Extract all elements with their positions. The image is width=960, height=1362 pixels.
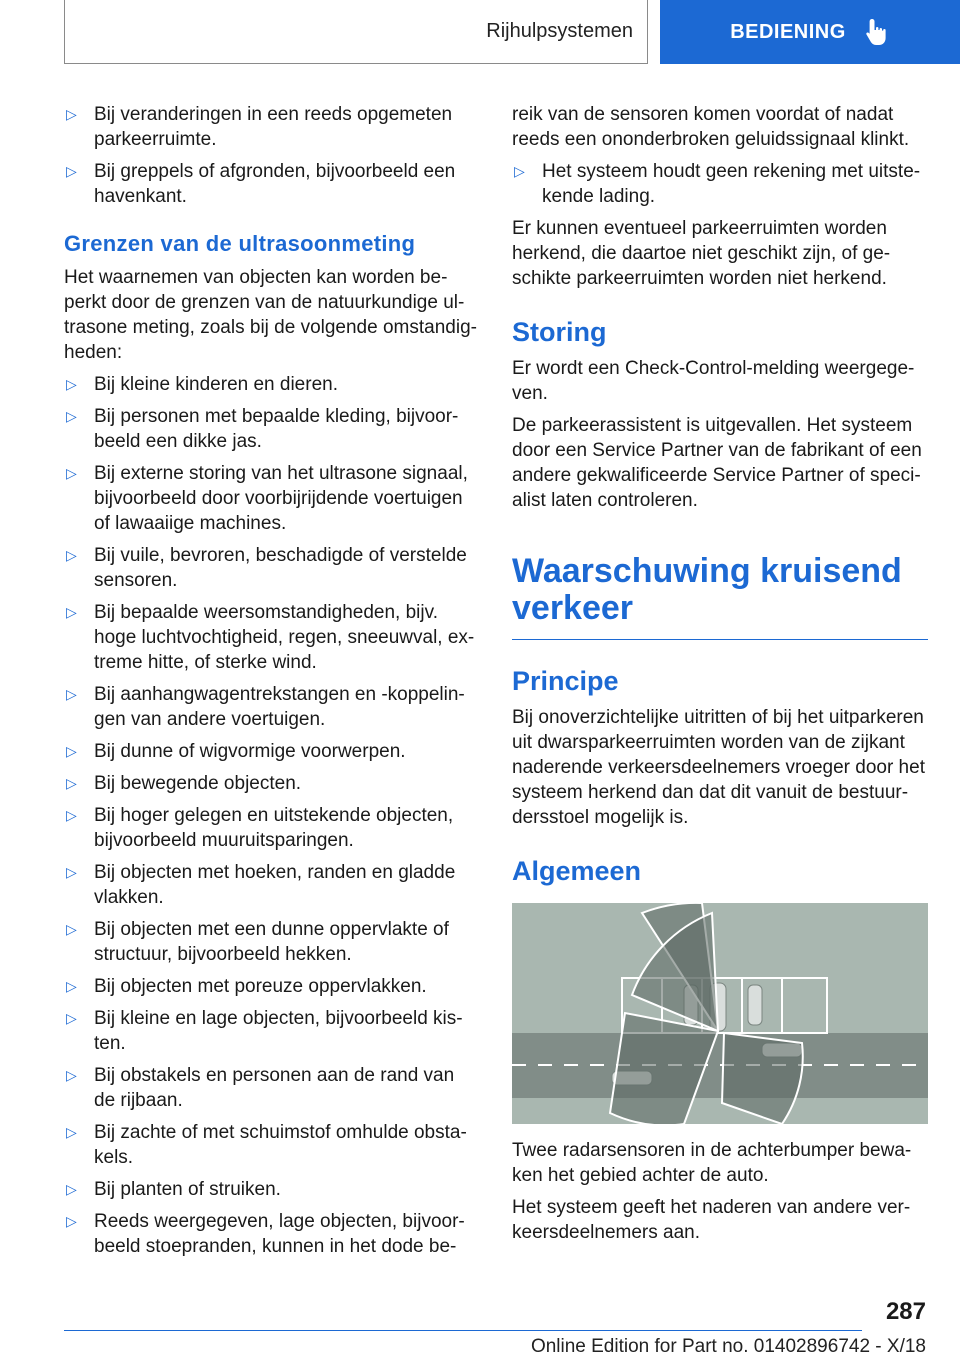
cross-traffic-illustration xyxy=(512,903,928,1124)
right-column xyxy=(512,102,928,1252)
heading-ultrasoon-limits: Grenzen van de ultrasoonmeting xyxy=(64,231,416,256)
list-item-text: Bij objecten met poreuze oppervlakken. xyxy=(94,976,427,997)
list-item xyxy=(64,543,480,593)
list-item xyxy=(64,404,480,454)
list-item xyxy=(64,102,480,152)
list-item xyxy=(64,1120,480,1170)
intro-paragraph: Het waarnemen van objecten kan worden be-perkt door de grenzen van de natuurkundige ul-trasone meting, zoals bij de volgende omstandig-heden: xyxy=(64,267,477,363)
list-item xyxy=(64,1063,480,1113)
list-item-text: Bij greppels of afgronden, bijvoorbeeld een havenkant. xyxy=(94,161,456,207)
storing-paragraph-2: De parkeerassistent is uitgevallen. Het systeem door een Service Partner van de fabrikant of een andere gekwalificeerde Service Partner of speci-alist laten controleren. xyxy=(512,415,922,511)
heading-algemeen: Algemeen xyxy=(512,856,642,886)
list-item-text: Het systeem houdt geen rekening met uitste-kende lading. xyxy=(542,161,921,207)
list-item-text: Bij objecten met een dunne oppervlakte of structuur, bijvoorbeeld hekken. xyxy=(94,919,449,965)
caption-radar-sensors: Twee radarsensoren in de achterbumper bewa-ken het gebied achter de auto. xyxy=(512,1140,912,1186)
header-chapter-tab[interactable] xyxy=(660,0,960,64)
footer-divider xyxy=(64,1330,862,1331)
bullet-triangle-icon: ▷ xyxy=(66,547,77,563)
list-item-text: Bij hoger gelegen en uitstekende objecten, bijvoorbeeld muuruitsparingen. xyxy=(94,805,454,851)
list-item-text: Bij bewegende objecten. xyxy=(94,773,302,794)
page-number: 287 xyxy=(885,1298,926,1325)
bullet-triangle-icon: ▷ xyxy=(66,376,77,392)
heading-principe: Principe xyxy=(512,666,619,696)
list-item xyxy=(64,1006,480,1056)
caption-system-indication: Het systeem geeft het naderen van andere ver-keersdeelnemers aan. xyxy=(512,1197,911,1243)
list-item-text: Bij vuile, bevroren, beschadigde of verstelde sensoren. xyxy=(94,545,467,591)
bullet-triangle-icon: ▷ xyxy=(66,1010,77,1026)
bullet-triangle-icon: ▷ xyxy=(66,807,77,823)
list-item-text: Reeds weergegeven, lage objecten, bijvoor-beeld stoepranden, kunnen in het dode be- xyxy=(94,1211,465,1257)
list-item xyxy=(64,1177,480,1202)
bullet-triangle-icon: ▷ xyxy=(66,921,77,937)
list-item-text: Bij kleine en lage objecten, bijvoorbeeld kis-ten. xyxy=(94,1008,463,1054)
paragraph-parking-spaces: Er kunnen eventueel parkeerruimten worden herkend, die daartoe niet geschikt zijn, of ge-schikte parkeerruimten worden niet herkend. xyxy=(512,218,891,289)
bullet-triangle-icon: ▷ xyxy=(66,775,77,791)
continuation-text: reik van de sensoren komen voordat of nadat reeds een ononderbroken geluidssignaal klinkt. xyxy=(512,104,910,150)
list-item xyxy=(64,974,480,999)
list-item xyxy=(64,372,480,397)
list-item-text: Bij externe storing van het ultrasone signaal, bijvoorbeeld door voorbijrijdende voertuigen of lawaaiige machines. xyxy=(94,463,468,534)
list-item-text: Bij personen met bepaalde kleding, bijvoor-beeld een dikke jas. xyxy=(94,406,459,452)
bullet-list-right xyxy=(512,159,928,209)
chapter-title: BEDIENING xyxy=(730,20,846,43)
list-item xyxy=(64,461,480,536)
bullet-triangle-icon: ▷ xyxy=(66,978,77,994)
list-item-text: Bij aanhangwagentrekstangen en -koppelin-gen van andere voertuigen. xyxy=(94,684,465,730)
bullet-triangle-icon: ▷ xyxy=(66,1124,77,1140)
list-item-text: Bij zachte of met schuimstof omhulde obsta-kels. xyxy=(94,1122,467,1168)
chapter-heading: Waarschuwing kruisend verkeer xyxy=(512,553,928,640)
list-item-text: Bij obstakels en personen aan de rand van de rijbaan. xyxy=(94,1065,455,1111)
bullet-triangle-icon: ▷ xyxy=(66,163,77,179)
bullet-triangle-icon: ▷ xyxy=(66,604,77,620)
bullet-triangle-icon: ▷ xyxy=(66,686,77,702)
bullet-triangle-icon: ▷ xyxy=(66,743,77,759)
footer-edition: Online Edition for Part no. 01402896742 - X/18 xyxy=(530,1336,926,1357)
list-item-text: Bij planten of struiken. xyxy=(94,1179,281,1200)
bullet-triangle-icon: ▷ xyxy=(66,106,77,122)
list-item xyxy=(64,860,480,910)
list-item xyxy=(512,159,928,209)
bullet-triangle-icon: ▷ xyxy=(66,1067,77,1083)
list-item-text: Bij veranderingen in een reeds opgemeten parkeerruimte. xyxy=(94,104,453,150)
hand-pointer-icon xyxy=(864,17,890,47)
list-item xyxy=(64,159,480,209)
list-item xyxy=(64,739,480,764)
bullet-list-top xyxy=(64,102,480,209)
list-item xyxy=(64,771,480,796)
storing-paragraph-1: Er wordt een Check-Control-melding weergege-ven. xyxy=(512,358,915,404)
bullet-list-limits xyxy=(64,372,480,1259)
list-item-text: Bij objecten met hoeken, randen en gladde vlakken. xyxy=(94,862,456,908)
list-item xyxy=(64,917,480,967)
left-column xyxy=(64,102,480,1266)
heading-storing: Storing xyxy=(512,317,607,347)
list-item xyxy=(64,1209,480,1259)
list-item xyxy=(64,803,480,853)
bullet-triangle-icon: ▷ xyxy=(514,163,525,179)
bullet-triangle-icon: ▷ xyxy=(66,1181,77,1197)
list-item-text: Bij kleine kinderen en dieren. xyxy=(94,374,338,395)
bullet-triangle-icon: ▷ xyxy=(66,408,77,424)
list-item xyxy=(64,600,480,675)
list-item-text: Bij dunne of wigvormige voorwerpen. xyxy=(94,741,406,762)
bullet-triangle-icon: ▷ xyxy=(66,465,77,481)
bullet-triangle-icon: ▷ xyxy=(66,864,77,880)
list-item xyxy=(64,682,480,732)
bullet-triangle-icon: ▷ xyxy=(66,1213,77,1229)
principe-paragraph: Bij onoverzichtelijke uitritten of bij het uitparkeren uit dwarsparkeerruimten worden van de zijkant naderende verkeersdeelnemers vroeger door het systeem herkend dan dat dit vanuit de bestuur-dersstoel mogelijk is. xyxy=(512,707,925,828)
list-item-text: Bij bepaalde weersomstandigheden, bijv. hoge luchtvochtigheid, regen, sneeuwval, ex-treme hitte, of sterke wind. xyxy=(94,602,475,673)
section-title: Rijhulpsystemen xyxy=(486,20,633,42)
header-section-title xyxy=(64,0,648,64)
